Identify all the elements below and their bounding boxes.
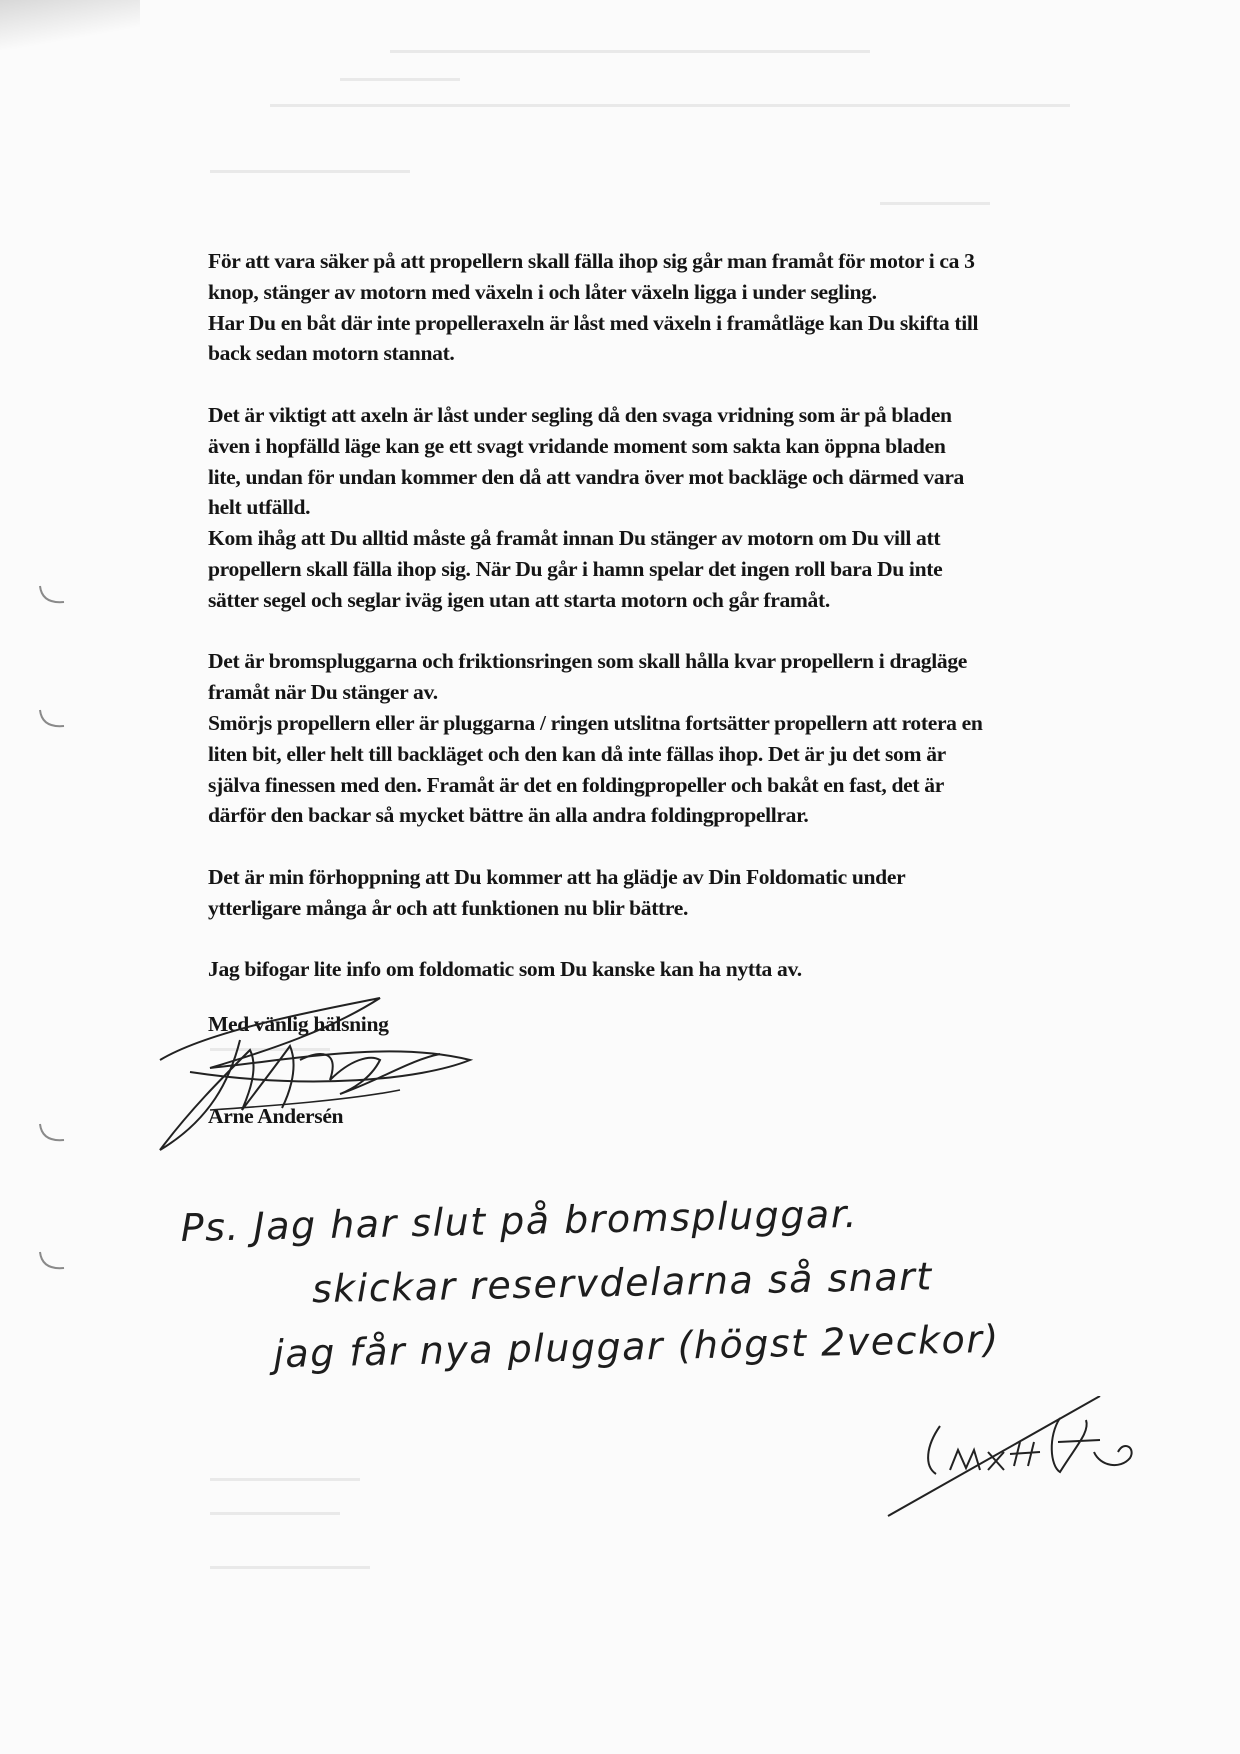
text-line: ytterligare många år och att funktionen nu blir bättre. [208, 895, 689, 920]
bleed-through-line [210, 1512, 340, 1515]
bleed-through-line [210, 1478, 360, 1481]
handwritten-postscript [180, 1176, 1144, 1388]
text-line: Jag bifogar lite info om foldomatic som Du kanske kan ha nytta av. [208, 957, 802, 982]
bleed-through-line [880, 202, 990, 205]
text-line: därför den backar så mycket bättre än alla andra foldingpropellrar. [208, 803, 809, 828]
bleed-through-line [270, 104, 1070, 107]
text-line: framåt när Du stänger av. [208, 680, 438, 705]
punch-hole-mark [36, 1122, 70, 1148]
text-line: För att vara säker på att propellern skall fälla ihop sig går man framåt för motor i ca 3 [208, 249, 975, 273]
text-line: Det är min förhoppning att Du kommer att ha glädje av Din Foldomatic under [208, 864, 906, 889]
paragraph [208, 954, 1088, 985]
text-line: back sedan motorn stannat. [208, 341, 455, 366]
paragraph [208, 862, 1088, 924]
text-line: Har Du en båt där inte propelleraxeln är låst med växeln i framåtläge kan Du skifta till [208, 310, 979, 335]
bleed-through-line [210, 170, 410, 173]
text-line: även i hopfälld läge kan ge ett svagt vridande moment som sakta kan öppna bladen [208, 433, 946, 458]
sender-name: Arne Andersén [208, 1104, 344, 1128]
text-line: Det är viktigt att axeln är låst under segling då den svaga vridning som är på bladen [208, 402, 952, 427]
punch-hole-mark [36, 708, 70, 734]
text-line: Kom ihåg att Du alltid måste gå framåt innan Du stänger av motorn om Du vill att [208, 526, 941, 551]
text-line: sätter segel och seglar iväg igen utan att starta motorn och går framåt. [208, 587, 830, 612]
handwritten-line: jag får nya pluggar (högst 2veckor) [272, 1316, 1001, 1377]
paragraph [208, 646, 1088, 831]
text-line: knop, stänger av motorn med växeln i och låter växeln ligga i under segling. [208, 279, 877, 304]
bleed-through-line [340, 78, 460, 81]
punch-hole-mark [36, 584, 70, 610]
paragraph [208, 246, 1088, 369]
punch-hole-mark [36, 1250, 70, 1276]
bleed-through-line [210, 1566, 370, 1569]
text-line: Det är bromspluggarna och friktionsringen som skall hålla kvar propellern i dragläge [208, 649, 968, 674]
text-line: lite, undan för undan kommer den då att vandra över mot backläge och därmed vara [208, 464, 965, 489]
text-line: Smörjs propellern eller är pluggarna / ringen utslitna fortsätter propellern att rotera en [208, 710, 983, 735]
handwritten-line: Ps. Jag har slut på bromspluggar. [180, 1191, 859, 1250]
letter-body [208, 246, 1088, 1016]
text-line: helt utfälld. [208, 495, 311, 520]
text-line: propellern skall fälla ihop sig. När Du går i hamn spelar det ingen roll bara Du inte [208, 556, 943, 581]
handwritten-initials [880, 1396, 1180, 1526]
bleed-through-line [390, 50, 870, 53]
scan-shadow [0, 0, 140, 50]
handwritten-line: skickar reservdelarna så snart [311, 1254, 934, 1312]
paragraph [208, 400, 1088, 616]
text-line: själva finessen med den. Framåt är det en foldingpropeller och bakåt en fast, det är [208, 772, 944, 797]
signature [150, 990, 480, 1160]
closing-line: Med vänlig hälsning [208, 1012, 389, 1036]
text-line: liten bit, eller helt till backläget och den kan då inte fällas ihop. Det är ju det som är [208, 741, 946, 766]
